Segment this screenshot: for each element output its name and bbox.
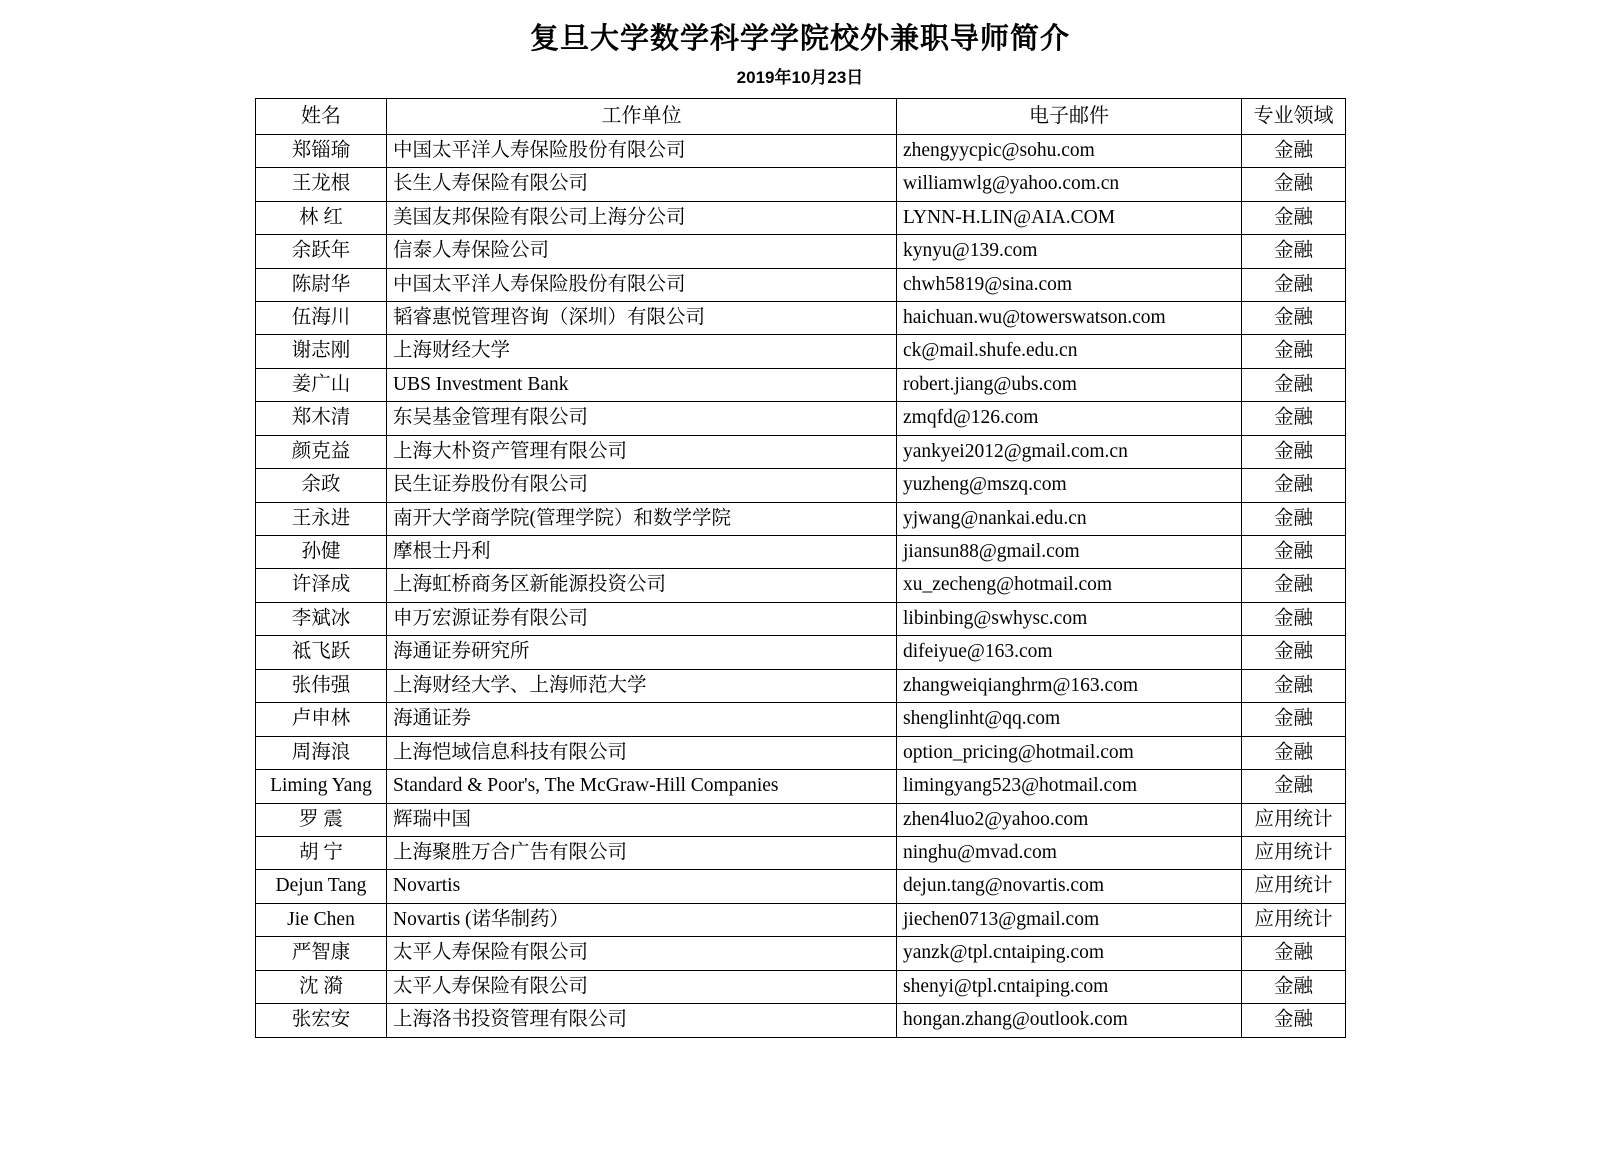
cell-organization: 海通证券 <box>387 703 897 736</box>
cell-field: 金融 <box>1242 703 1346 736</box>
table-row <box>256 469 1346 502</box>
table-row <box>256 836 1346 869</box>
cell-name: 李斌冰 <box>256 602 387 635</box>
cell-organization: 民生证券股份有限公司 <box>387 469 897 502</box>
cell-field: 金融 <box>1242 435 1346 468</box>
cell-email: haichuan.wu@towerswatson.com <box>897 301 1242 334</box>
cell-organization: 摩根士丹利 <box>387 536 897 569</box>
cell-organization: 上海虹桥商务区新能源投资公司 <box>387 569 897 602</box>
cell-email: yjwang@nankai.edu.cn <box>897 502 1242 535</box>
cell-field: 金融 <box>1242 402 1346 435</box>
document-page <box>0 22 1600 1154</box>
cell-email: yankyei2012@gmail.com.cn <box>897 435 1242 468</box>
table-row <box>256 703 1346 736</box>
cell-field: 金融 <box>1242 736 1346 769</box>
table-row <box>256 1004 1346 1037</box>
cell-email: jiechen0713@gmail.com <box>897 903 1242 936</box>
cell-email: zhangweiqianghrm@163.com <box>897 669 1242 702</box>
cell-field: 金融 <box>1242 602 1346 635</box>
cell-name: 王永进 <box>256 502 387 535</box>
table-row <box>256 770 1346 803</box>
cell-field: 金融 <box>1242 201 1346 234</box>
table-row <box>256 502 1346 535</box>
column-header-email: 电子邮件 <box>897 98 1242 134</box>
column-header-name: 姓名 <box>256 98 387 134</box>
cell-organization: 南开大学商学院(管理学院）和数学学院 <box>387 502 897 535</box>
cell-organization: 韬睿惠悦管理咨询（深圳）有限公司 <box>387 301 897 334</box>
cell-name: Dejun Tang <box>256 870 387 903</box>
cell-field: 应用统计 <box>1242 903 1346 936</box>
cell-field: 金融 <box>1242 502 1346 535</box>
cell-email: difeiyue@163.com <box>897 636 1242 669</box>
table-row <box>256 402 1346 435</box>
table-row <box>256 569 1346 602</box>
cell-organization: 美国友邦保险有限公司上海分公司 <box>387 201 897 234</box>
cell-name: 陈尉华 <box>256 268 387 301</box>
cell-name: 沈 漪 <box>256 970 387 1003</box>
cell-name: 孙健 <box>256 536 387 569</box>
cell-field: 应用统计 <box>1242 836 1346 869</box>
cell-name: 祗飞跃 <box>256 636 387 669</box>
cell-email: hongan.zhang@outlook.com <box>897 1004 1242 1037</box>
cell-email: limingyang523@hotmail.com <box>897 770 1242 803</box>
table-row <box>256 168 1346 201</box>
table-row <box>256 602 1346 635</box>
cell-field: 金融 <box>1242 536 1346 569</box>
table-row <box>256 268 1346 301</box>
cell-organization: 长生人寿保险有限公司 <box>387 168 897 201</box>
cell-name: Liming Yang <box>256 770 387 803</box>
cell-organization: 上海洛书投资管理有限公司 <box>387 1004 897 1037</box>
table-row <box>256 201 1346 234</box>
table-row <box>256 636 1346 669</box>
cell-email: dejun.tang@novartis.com <box>897 870 1242 903</box>
roster-table <box>255 98 1346 1038</box>
cell-organization: 太平人寿保险有限公司 <box>387 937 897 970</box>
cell-name: 郑锱瑜 <box>256 134 387 167</box>
cell-email: yuzheng@mszq.com <box>897 469 1242 502</box>
cell-field: 金融 <box>1242 168 1346 201</box>
cell-email: shenyi@tpl.cntaiping.com <box>897 970 1242 1003</box>
cell-email: robert.jiang@ubs.com <box>897 368 1242 401</box>
cell-email: yanzk@tpl.cntaiping.com <box>897 937 1242 970</box>
document-date: 2019年10月23日 <box>736 67 864 87</box>
cell-field: 金融 <box>1242 569 1346 602</box>
cell-organization: 中国太平洋人寿保险股份有限公司 <box>387 134 897 167</box>
cell-email: xu_zecheng@hotmail.com <box>897 569 1242 602</box>
cell-name: 余政 <box>256 469 387 502</box>
cell-organization: Standard & Poor's, The McGraw-Hill Companies <box>387 770 897 803</box>
cell-organization: 上海恺域信息科技有限公司 <box>387 736 897 769</box>
cell-organization: 中国太平洋人寿保险股份有限公司 <box>387 268 897 301</box>
cell-field: 金融 <box>1242 268 1346 301</box>
table-row <box>256 903 1346 936</box>
table-row <box>256 870 1346 903</box>
column-header-field: 专业领域 <box>1242 98 1346 134</box>
cell-name: 姜广山 <box>256 368 387 401</box>
cell-name: 余跃年 <box>256 235 387 268</box>
table-row <box>256 736 1346 769</box>
table-row <box>256 970 1346 1003</box>
cell-email: williamwlg@yahoo.com.cn <box>897 168 1242 201</box>
roster-table-container <box>255 98 1345 1038</box>
cell-name: 卢申林 <box>256 703 387 736</box>
cell-email: LYNN-H.LIN@AIA.COM <box>897 201 1242 234</box>
table-row <box>256 937 1346 970</box>
cell-name: 罗 震 <box>256 803 387 836</box>
cell-name: 谢志刚 <box>256 335 387 368</box>
cell-name: 许泽成 <box>256 569 387 602</box>
cell-name: 张宏安 <box>256 1004 387 1037</box>
cell-field: 金融 <box>1242 134 1346 167</box>
cell-organization: Novartis <box>387 870 897 903</box>
cell-organization: 上海大朴资产管理有限公司 <box>387 435 897 468</box>
cell-field: 金融 <box>1242 1004 1346 1037</box>
table-row <box>256 235 1346 268</box>
cell-organization: 上海聚胜万合广告有限公司 <box>387 836 897 869</box>
cell-organization: Novartis (诺华制药） <box>387 903 897 936</box>
cell-email: ninghu@mvad.com <box>897 836 1242 869</box>
cell-email: option_pricing@hotmail.com <box>897 736 1242 769</box>
table-row <box>256 536 1346 569</box>
cell-name: 王龙根 <box>256 168 387 201</box>
cell-email: shenglinht@qq.com <box>897 703 1242 736</box>
table-row <box>256 669 1346 702</box>
cell-name: 严智康 <box>256 937 387 970</box>
cell-email: ck@mail.shufe.edu.cn <box>897 335 1242 368</box>
table-row <box>256 368 1346 401</box>
cell-field: 金融 <box>1242 636 1346 669</box>
cell-name: 胡 宁 <box>256 836 387 869</box>
cell-email: jiansun88@gmail.com <box>897 536 1242 569</box>
cell-field: 金融 <box>1242 770 1346 803</box>
table-row <box>256 134 1346 167</box>
table-row <box>256 803 1346 836</box>
column-header-organization: 工作单位 <box>387 98 897 134</box>
cell-email: kynyu@139.com <box>897 235 1242 268</box>
page-title: 复旦大学数学科学学院校外兼职导师简介 <box>529 23 1070 55</box>
cell-organization: 信泰人寿保险公司 <box>387 235 897 268</box>
cell-organization: UBS Investment Bank <box>387 368 897 401</box>
table-row <box>256 335 1346 368</box>
cell-field: 金融 <box>1242 669 1346 702</box>
cell-email: zhen4luo2@yahoo.com <box>897 803 1242 836</box>
table-row <box>256 301 1346 334</box>
cell-email: chwh5819@sina.com <box>897 268 1242 301</box>
cell-name: 伍海川 <box>256 301 387 334</box>
cell-field: 应用统计 <box>1242 803 1346 836</box>
cell-email: zmqfd@126.com <box>897 402 1242 435</box>
cell-name: 颜克益 <box>256 435 387 468</box>
cell-email: libinbing@swhysc.com <box>897 602 1242 635</box>
cell-email: zhengyycpic@sohu.com <box>897 134 1242 167</box>
cell-organization: 东吴基金管理有限公司 <box>387 402 897 435</box>
cell-organization: 申万宏源证券有限公司 <box>387 602 897 635</box>
cell-organization: 辉瑞中国 <box>387 803 897 836</box>
cell-field: 金融 <box>1242 469 1346 502</box>
cell-field: 金融 <box>1242 937 1346 970</box>
cell-name: 林 红 <box>256 201 387 234</box>
table-header-row <box>256 98 1346 134</box>
cell-field: 金融 <box>1242 335 1346 368</box>
cell-name: 张伟强 <box>256 669 387 702</box>
cell-field: 金融 <box>1242 368 1346 401</box>
cell-field: 金融 <box>1242 235 1346 268</box>
cell-organization: 上海财经大学 <box>387 335 897 368</box>
cell-name: Jie Chen <box>256 903 387 936</box>
cell-name: 周海浪 <box>256 736 387 769</box>
cell-field: 金融 <box>1242 301 1346 334</box>
cell-field: 金融 <box>1242 970 1346 1003</box>
roster-table-body <box>256 134 1346 1037</box>
cell-organization: 上海财经大学、上海师范大学 <box>387 669 897 702</box>
cell-organization: 海通证券研究所 <box>387 636 897 669</box>
cell-field: 应用统计 <box>1242 870 1346 903</box>
cell-organization: 太平人寿保险有限公司 <box>387 970 897 1003</box>
cell-name: 郑木清 <box>256 402 387 435</box>
table-row <box>256 435 1346 468</box>
